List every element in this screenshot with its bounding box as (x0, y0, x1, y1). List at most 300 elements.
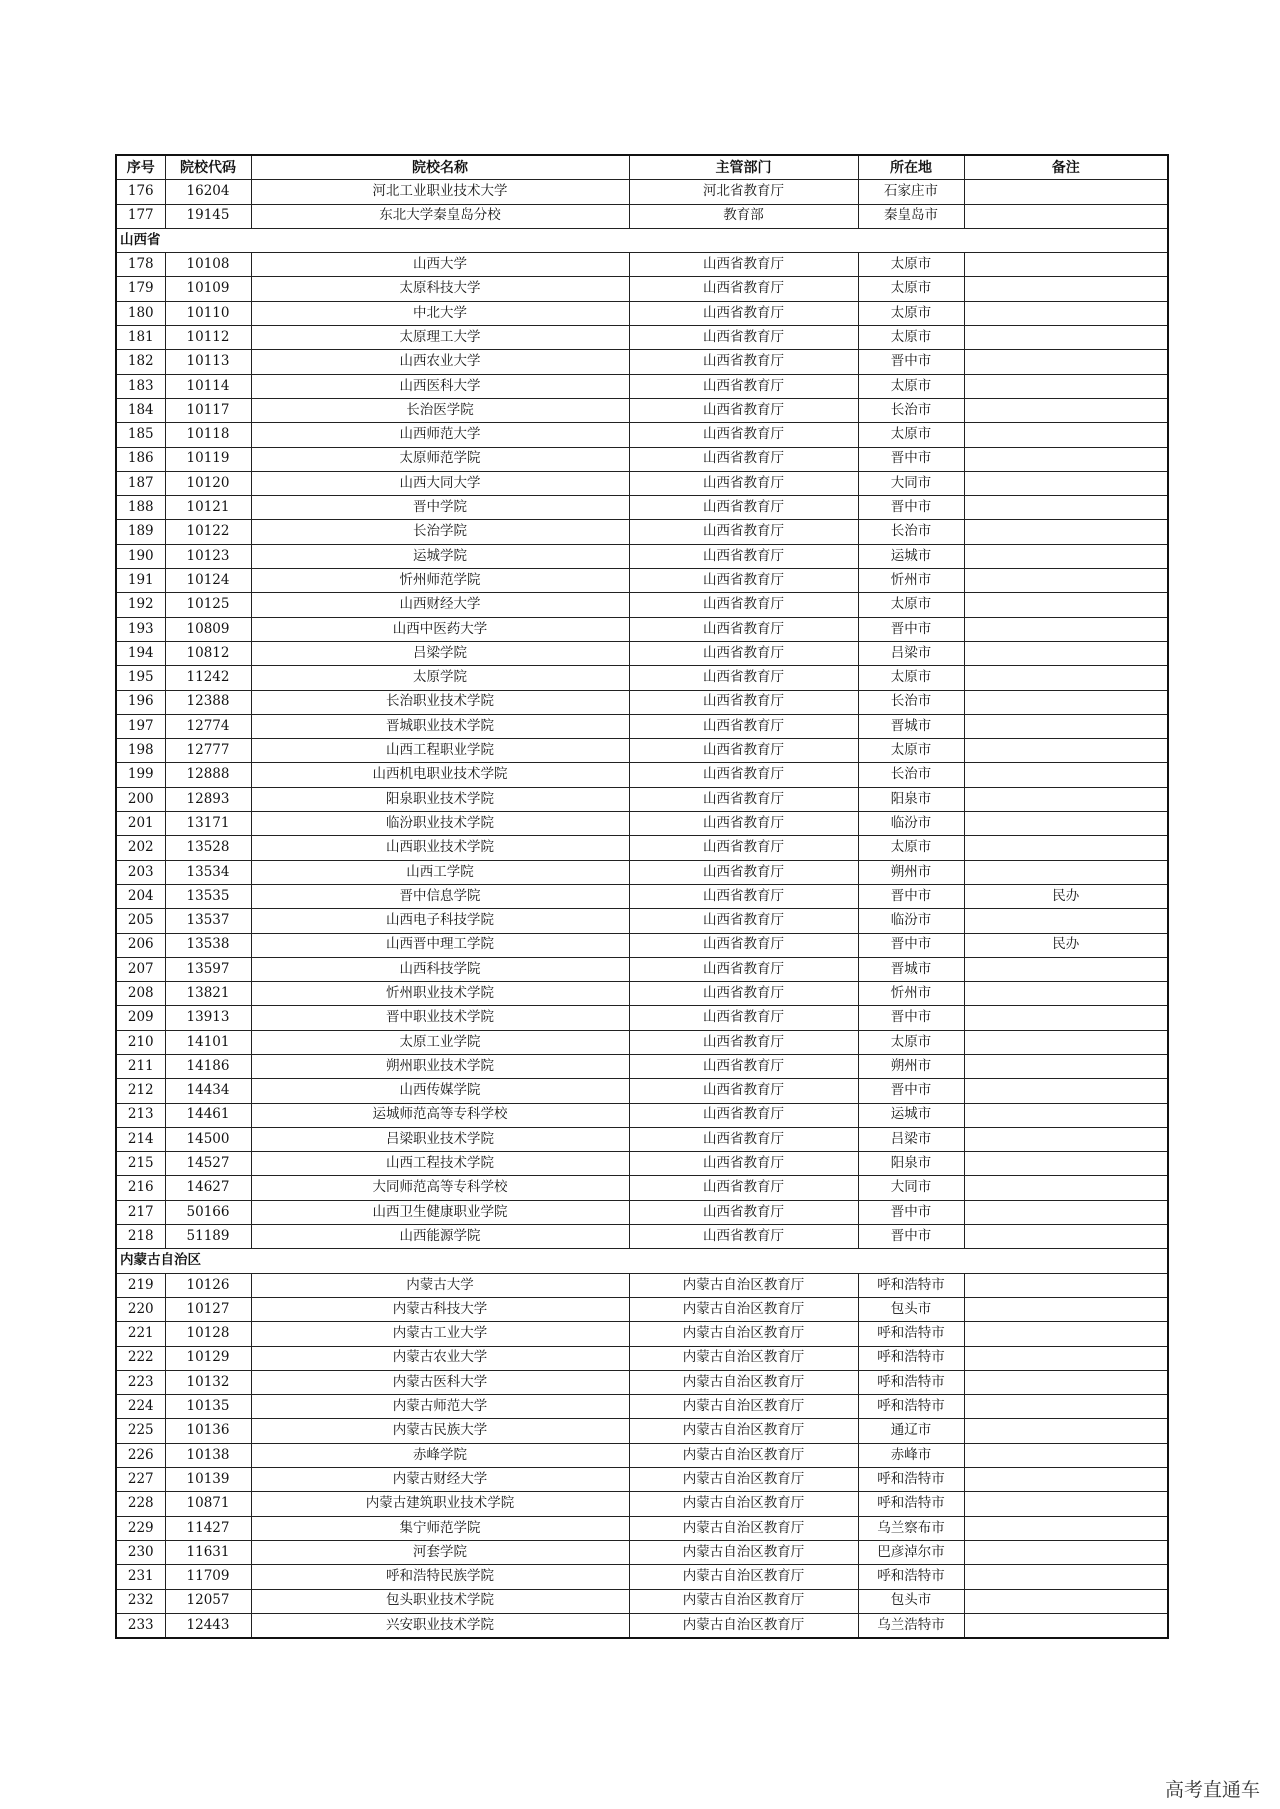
header-name: 院校名称 (251, 155, 629, 180)
serial-cell: 217 (116, 1200, 165, 1224)
code-cell: 10123 (165, 544, 251, 568)
notes-cell (964, 496, 1168, 520)
location-cell: 乌兰浩特市 (858, 1613, 964, 1638)
department-cell: 内蒙古自治区教育厅 (629, 1540, 858, 1564)
table-row (116, 447, 1168, 471)
notes-cell (964, 1103, 1168, 1127)
table-row (116, 1468, 1168, 1492)
table-row (116, 739, 1168, 763)
location-cell: 秦皇岛市 (858, 204, 964, 228)
serial-cell: 182 (116, 350, 165, 374)
code-cell: 10113 (165, 350, 251, 374)
location-cell: 晋中市 (858, 1200, 964, 1224)
serial-cell: 207 (116, 957, 165, 981)
name-cell: 内蒙古农业大学 (251, 1346, 629, 1370)
notes-cell (964, 690, 1168, 714)
notes-cell (964, 301, 1168, 325)
notes-cell (964, 1370, 1168, 1394)
notes-cell (964, 350, 1168, 374)
table-row (116, 569, 1168, 593)
location-cell: 运城市 (858, 544, 964, 568)
table-row (116, 1103, 1168, 1127)
code-cell: 11709 (165, 1565, 251, 1589)
location-cell: 太原市 (858, 666, 964, 690)
notes-cell: 民办 (964, 884, 1168, 908)
header-serial: 序号 (116, 155, 165, 180)
serial-cell: 205 (116, 909, 165, 933)
name-cell: 阳泉职业技术学院 (251, 787, 629, 811)
serial-cell: 232 (116, 1589, 165, 1613)
notes-cell (964, 398, 1168, 422)
notes-cell (964, 569, 1168, 593)
code-cell: 10120 (165, 471, 251, 495)
department-cell: 山西省教育厅 (629, 1152, 858, 1176)
department-cell: 内蒙古自治区教育厅 (629, 1346, 858, 1370)
department-cell: 山西省教育厅 (629, 423, 858, 447)
code-cell: 11631 (165, 1540, 251, 1564)
location-cell: 呼和浩特市 (858, 1273, 964, 1297)
serial-cell: 223 (116, 1370, 165, 1394)
location-cell: 呼和浩特市 (858, 1492, 964, 1516)
table-row (116, 812, 1168, 836)
header-code: 院校代码 (165, 155, 251, 180)
table-row (116, 350, 1168, 374)
serial-cell: 214 (116, 1127, 165, 1151)
name-cell: 兴安职业技术学院 (251, 1613, 629, 1638)
serial-cell: 227 (116, 1468, 165, 1492)
location-cell: 太原市 (858, 593, 964, 617)
serial-cell: 199 (116, 763, 165, 787)
notes-cell (964, 1346, 1168, 1370)
table-row (116, 277, 1168, 301)
notes-cell (964, 1395, 1168, 1419)
notes-cell (964, 641, 1168, 665)
location-cell: 晋中市 (858, 1079, 964, 1103)
code-cell: 10128 (165, 1322, 251, 1346)
table-row (116, 1540, 1168, 1564)
department-cell: 山西省教育厅 (629, 520, 858, 544)
code-cell: 51189 (165, 1225, 251, 1249)
serial-cell: 215 (116, 1152, 165, 1176)
name-cell: 内蒙古医科大学 (251, 1370, 629, 1394)
department-cell: 山西省教育厅 (629, 739, 858, 763)
name-cell: 内蒙古建筑职业技术学院 (251, 1492, 629, 1516)
serial-cell: 190 (116, 544, 165, 568)
location-cell: 临汾市 (858, 812, 964, 836)
location-cell: 太原市 (858, 277, 964, 301)
table-row (116, 471, 1168, 495)
serial-cell: 225 (116, 1419, 165, 1443)
notes-cell (964, 1225, 1168, 1249)
table-row (116, 909, 1168, 933)
name-cell: 赤峰学院 (251, 1443, 629, 1467)
table-row (116, 1565, 1168, 1589)
notes-cell (964, 982, 1168, 1006)
notes-cell (964, 520, 1168, 544)
code-cell: 16204 (165, 180, 251, 204)
table-row (116, 398, 1168, 422)
notes-cell (964, 423, 1168, 447)
location-cell: 呼和浩特市 (858, 1565, 964, 1589)
location-cell: 阳泉市 (858, 787, 964, 811)
table-row (116, 1030, 1168, 1054)
department-cell: 山西省教育厅 (629, 763, 858, 787)
location-cell: 晋中市 (858, 884, 964, 908)
serial-cell: 195 (116, 666, 165, 690)
notes-cell (964, 544, 1168, 568)
department-cell: 山西省教育厅 (629, 447, 858, 471)
notes-cell (964, 1468, 1168, 1492)
notes-cell (964, 1322, 1168, 1346)
department-cell: 山西省教育厅 (629, 812, 858, 836)
location-cell: 忻州市 (858, 982, 964, 1006)
location-cell: 晋中市 (858, 1006, 964, 1030)
location-cell: 太原市 (858, 253, 964, 277)
notes-cell (964, 666, 1168, 690)
name-cell: 忻州师范学院 (251, 569, 629, 593)
code-cell: 13538 (165, 933, 251, 957)
department-cell: 内蒙古自治区教育厅 (629, 1370, 858, 1394)
code-cell: 12774 (165, 714, 251, 738)
serial-cell: 220 (116, 1297, 165, 1321)
notes-cell (964, 1030, 1168, 1054)
location-cell: 呼和浩特市 (858, 1346, 964, 1370)
department-cell: 山西省教育厅 (629, 909, 858, 933)
notes-cell (964, 180, 1168, 204)
serial-cell: 200 (116, 787, 165, 811)
notes-cell (964, 1127, 1168, 1151)
table-row (116, 1006, 1168, 1030)
name-cell: 忻州职业技术学院 (251, 982, 629, 1006)
notes-cell (964, 1079, 1168, 1103)
serial-cell: 213 (116, 1103, 165, 1127)
department-cell: 山西省教育厅 (629, 301, 858, 325)
department-cell: 山西省教育厅 (629, 569, 858, 593)
notes-cell (964, 1152, 1168, 1176)
table-row (116, 641, 1168, 665)
department-cell: 内蒙古自治区教育厅 (629, 1589, 858, 1613)
table-row (116, 982, 1168, 1006)
table-row (116, 836, 1168, 860)
table-row (116, 617, 1168, 641)
code-cell: 13534 (165, 860, 251, 884)
notes-cell (964, 1540, 1168, 1564)
department-cell: 山西省教育厅 (629, 957, 858, 981)
notes-cell (964, 1054, 1168, 1078)
serial-cell: 179 (116, 277, 165, 301)
name-cell: 太原师范学院 (251, 447, 629, 471)
department-cell: 内蒙古自治区教育厅 (629, 1492, 858, 1516)
name-cell: 运城学院 (251, 544, 629, 568)
serial-cell: 224 (116, 1395, 165, 1419)
code-cell: 10124 (165, 569, 251, 593)
code-cell: 12888 (165, 763, 251, 787)
name-cell: 山西师范大学 (251, 423, 629, 447)
department-cell: 内蒙古自治区教育厅 (629, 1516, 858, 1540)
department-cell: 山西省教育厅 (629, 253, 858, 277)
serial-cell: 183 (116, 374, 165, 398)
department-cell: 内蒙古自治区教育厅 (629, 1322, 858, 1346)
department-cell: 山西省教育厅 (629, 714, 858, 738)
location-cell: 运城市 (858, 1103, 964, 1127)
notes-cell (964, 1176, 1168, 1200)
code-cell: 12893 (165, 787, 251, 811)
table-row (116, 1346, 1168, 1370)
location-cell: 包头市 (858, 1589, 964, 1613)
code-cell: 13528 (165, 836, 251, 860)
name-cell: 中北大学 (251, 301, 629, 325)
code-cell: 19145 (165, 204, 251, 228)
location-cell: 太原市 (858, 301, 964, 325)
department-cell: 山西省教育厅 (629, 982, 858, 1006)
code-cell: 14627 (165, 1176, 251, 1200)
code-cell: 10125 (165, 593, 251, 617)
notes-cell (964, 763, 1168, 787)
name-cell: 长治学院 (251, 520, 629, 544)
table-row (116, 1176, 1168, 1200)
serial-cell: 208 (116, 982, 165, 1006)
name-cell: 吕梁职业技术学院 (251, 1127, 629, 1151)
name-cell: 山西机电职业技术学院 (251, 763, 629, 787)
department-cell: 山西省教育厅 (629, 471, 858, 495)
table-row (116, 1297, 1168, 1321)
location-cell: 太原市 (858, 1030, 964, 1054)
table-row (116, 690, 1168, 714)
department-cell: 山西省教育厅 (629, 398, 858, 422)
name-cell: 吕梁学院 (251, 641, 629, 665)
table-header-row (116, 155, 1168, 180)
code-cell: 14500 (165, 1127, 251, 1151)
name-cell: 内蒙古科技大学 (251, 1297, 629, 1321)
code-cell: 13821 (165, 982, 251, 1006)
name-cell: 长治职业技术学院 (251, 690, 629, 714)
notes-cell (964, 253, 1168, 277)
department-cell: 内蒙古自治区教育厅 (629, 1273, 858, 1297)
serial-cell: 198 (116, 739, 165, 763)
serial-cell: 193 (116, 617, 165, 641)
department-cell: 山西省教育厅 (629, 666, 858, 690)
table-row (116, 1370, 1168, 1394)
name-cell: 临汾职业技术学院 (251, 812, 629, 836)
table-row (116, 1443, 1168, 1467)
name-cell: 包头职业技术学院 (251, 1589, 629, 1613)
department-cell: 山西省教育厅 (629, 933, 858, 957)
department-cell: 山西省教育厅 (629, 690, 858, 714)
code-cell: 10117 (165, 398, 251, 422)
department-cell: 山西省教育厅 (629, 544, 858, 568)
serial-cell: 233 (116, 1613, 165, 1638)
location-cell: 赤峰市 (858, 1443, 964, 1467)
notes-cell (964, 1443, 1168, 1467)
location-cell: 太原市 (858, 739, 964, 763)
table-row (116, 787, 1168, 811)
code-cell: 13537 (165, 909, 251, 933)
name-cell: 内蒙古民族大学 (251, 1419, 629, 1443)
department-cell: 山西省教育厅 (629, 1103, 858, 1127)
name-cell: 河套学院 (251, 1540, 629, 1564)
table-row (116, 1225, 1168, 1249)
notes-cell (964, 1273, 1168, 1297)
serial-cell: 219 (116, 1273, 165, 1297)
department-cell: 山西省教育厅 (629, 787, 858, 811)
department-cell: 山西省教育厅 (629, 277, 858, 301)
notes-cell (964, 1492, 1168, 1516)
department-cell: 内蒙古自治区教育厅 (629, 1613, 858, 1638)
code-cell: 14186 (165, 1054, 251, 1078)
table-row (116, 884, 1168, 908)
location-cell: 长治市 (858, 763, 964, 787)
code-cell: 10110 (165, 301, 251, 325)
serial-cell: 186 (116, 447, 165, 471)
location-cell: 长治市 (858, 520, 964, 544)
name-cell: 山西科技学院 (251, 957, 629, 981)
name-cell: 内蒙古师范大学 (251, 1395, 629, 1419)
department-cell: 山西省教育厅 (629, 1030, 858, 1054)
header-department: 主管部门 (629, 155, 858, 180)
table-row (116, 1127, 1168, 1151)
notes-cell (964, 447, 1168, 471)
location-cell: 太原市 (858, 374, 964, 398)
notes-cell (964, 277, 1168, 301)
table-row (116, 1516, 1168, 1540)
code-cell: 10871 (165, 1492, 251, 1516)
notes-cell (964, 1613, 1168, 1638)
department-cell: 内蒙古自治区教育厅 (629, 1468, 858, 1492)
notes-cell (964, 957, 1168, 981)
location-cell: 晋中市 (858, 617, 964, 641)
department-cell: 山西省教育厅 (629, 884, 858, 908)
table-row (116, 763, 1168, 787)
serial-cell: 178 (116, 253, 165, 277)
location-cell: 阳泉市 (858, 1152, 964, 1176)
serial-cell: 177 (116, 204, 165, 228)
location-cell: 晋中市 (858, 447, 964, 471)
table-row (116, 374, 1168, 398)
department-cell: 山西省教育厅 (629, 350, 858, 374)
location-cell: 呼和浩特市 (858, 1370, 964, 1394)
code-cell: 10809 (165, 617, 251, 641)
name-cell: 东北大学秦皇岛分校 (251, 204, 629, 228)
serial-cell: 226 (116, 1443, 165, 1467)
location-cell: 朔州市 (858, 1054, 964, 1078)
name-cell: 山西晋中理工学院 (251, 933, 629, 957)
code-cell: 10122 (165, 520, 251, 544)
serial-cell: 218 (116, 1225, 165, 1249)
table-row (116, 666, 1168, 690)
serial-cell: 192 (116, 593, 165, 617)
table-row (116, 1054, 1168, 1078)
name-cell: 运城师范高等专科学校 (251, 1103, 629, 1127)
name-cell: 太原科技大学 (251, 277, 629, 301)
table-row (116, 326, 1168, 350)
name-cell: 山西工程职业学院 (251, 739, 629, 763)
department-cell: 山西省教育厅 (629, 617, 858, 641)
code-cell: 10121 (165, 496, 251, 520)
table-row (116, 423, 1168, 447)
code-cell: 11242 (165, 666, 251, 690)
code-cell: 10108 (165, 253, 251, 277)
department-cell: 内蒙古自治区教育厅 (629, 1419, 858, 1443)
code-cell: 13597 (165, 957, 251, 981)
serial-cell: 231 (116, 1565, 165, 1589)
code-cell: 10136 (165, 1419, 251, 1443)
table-row (116, 714, 1168, 738)
department-cell: 山西省教育厅 (629, 1079, 858, 1103)
location-cell: 长治市 (858, 398, 964, 422)
name-cell: 河北工业职业技术大学 (251, 180, 629, 204)
department-cell: 山西省教育厅 (629, 1006, 858, 1030)
name-cell: 晋中职业技术学院 (251, 1006, 629, 1030)
department-cell: 山西省教育厅 (629, 326, 858, 350)
serial-cell: 221 (116, 1322, 165, 1346)
name-cell: 山西农业大学 (251, 350, 629, 374)
name-cell: 山西职业技术学院 (251, 836, 629, 860)
location-cell: 晋城市 (858, 957, 964, 981)
location-cell: 晋城市 (858, 714, 964, 738)
code-cell: 10109 (165, 277, 251, 301)
code-cell: 12388 (165, 690, 251, 714)
serial-cell: 202 (116, 836, 165, 860)
location-cell: 大同市 (858, 1176, 964, 1200)
table-body (116, 180, 1168, 1638)
table-row (116, 1322, 1168, 1346)
code-cell: 12057 (165, 1589, 251, 1613)
serial-cell: 194 (116, 641, 165, 665)
table-row (116, 204, 1168, 228)
serial-cell: 180 (116, 301, 165, 325)
notes-cell: 民办 (964, 933, 1168, 957)
notes-cell (964, 1200, 1168, 1224)
code-cell: 13913 (165, 1006, 251, 1030)
code-cell: 14101 (165, 1030, 251, 1054)
name-cell: 山西大同大学 (251, 471, 629, 495)
serial-cell: 211 (116, 1054, 165, 1078)
name-cell: 集宁师范学院 (251, 1516, 629, 1540)
universities-table (115, 154, 1169, 1639)
name-cell: 山西财经大学 (251, 593, 629, 617)
notes-cell (964, 1419, 1168, 1443)
notes-cell (964, 471, 1168, 495)
department-cell: 山西省教育厅 (629, 1200, 858, 1224)
serial-cell: 210 (116, 1030, 165, 1054)
name-cell: 长治医学院 (251, 398, 629, 422)
department-cell: 山西省教育厅 (629, 1054, 858, 1078)
table-row (116, 593, 1168, 617)
name-cell: 山西工程技术学院 (251, 1152, 629, 1176)
serial-cell: 184 (116, 398, 165, 422)
name-cell: 内蒙古大学 (251, 1273, 629, 1297)
header-notes: 备注 (964, 155, 1168, 180)
code-cell: 14434 (165, 1079, 251, 1103)
code-cell: 12443 (165, 1613, 251, 1638)
serial-cell: 212 (116, 1079, 165, 1103)
code-cell: 12777 (165, 739, 251, 763)
notes-cell (964, 204, 1168, 228)
code-cell: 50166 (165, 1200, 251, 1224)
notes-cell (964, 326, 1168, 350)
serial-cell: 188 (116, 496, 165, 520)
department-cell: 河北省教育厅 (629, 180, 858, 204)
table-row (116, 1152, 1168, 1176)
code-cell: 14527 (165, 1152, 251, 1176)
name-cell: 山西能源学院 (251, 1225, 629, 1249)
name-cell: 山西医科大学 (251, 374, 629, 398)
location-cell: 巴彦淖尔市 (858, 1540, 964, 1564)
serial-cell: 189 (116, 520, 165, 544)
location-cell: 晋中市 (858, 1225, 964, 1249)
serial-cell: 185 (116, 423, 165, 447)
code-cell: 10129 (165, 1346, 251, 1370)
